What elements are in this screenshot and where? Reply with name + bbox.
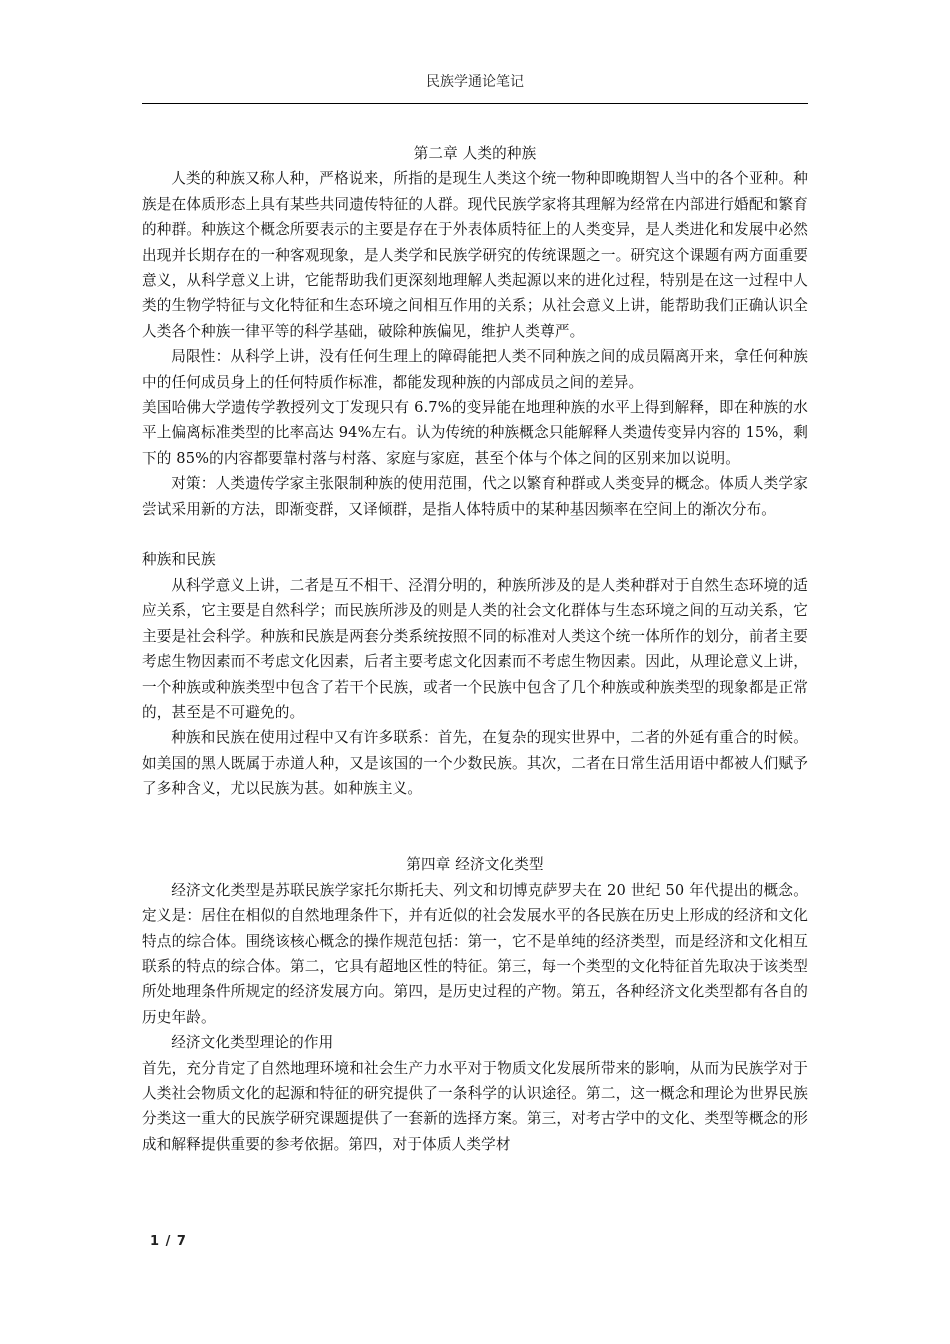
chapter-2-title: 第二章 人类的种族 bbox=[413, 145, 537, 162]
chapter-2-paragraph-limitations: 局限性：从科学上讲，没有任何生理上的障碍能把人类不同种族之间的成员隔离开来，拿任何种族中的任何成员身上的任何特质作标准，都能发现种族的内部成员之间的差异。 bbox=[142, 348, 808, 391]
chapter-2-paragraph-lewontin: 美国哈佛大学遗传学教授列文丁发现只有 6.7%的变异能在地理种族的水平上得到解释，即在种族的水平上偏离标准类型的比率高达 94%左右。认为传统的种族概念只能解释人类遗传变异内容的 15%，剩下的 85%的内容都要靠村落与村落、家庭与家庭，甚至个体与个体之间的区别来加以说明。 bbox=[142, 399, 808, 467]
page-number: 1 / 7 bbox=[150, 1234, 187, 1249]
chapter-4-title: 第四章 经济文化类型 bbox=[406, 856, 544, 874]
race-ethnic-paragraph-1: 从科学意义上讲，二者是互不相干、泾渭分明的，种族所涉及的是人类种群对于自然生态环境的适应关系，它主要是自然科学；而民族所涉及的则是人类的社会文化群体与生态环境之间的互动关系，它主要是社会科学。种族和民族是两套分类系统按照不同的标准对人类这个统一体所作的划分，前者主要考虑生物因素而不考虑文化因素，后者主要考虑文化因素而不考虑生物因素。因此，从理论意义上讲，一个种族或种族类型中包含了若干个民族，或者一个民族中包含了几个种族或种族类型的现象都是正常的，甚至是不可避免的。 bbox=[142, 576, 808, 721]
document-body bbox=[142, 141, 808, 1157]
spacer bbox=[142, 522, 808, 547]
spacer bbox=[142, 802, 808, 853]
chapter-2-paragraph-1: 人类的种族又称人种，严格说来，所指的是现生人类这个统一物种即晚期智人当中的各个亚种。种族是在体质形态上具有某些共同遗传特征的人群。现代民族学家将其理解为经常在内部进行婚配和繁育的种群。种族这个概念所要表示的主要是存在于外表体质特征上的人类变异，是人类进化和发展中必然出现并长期存在的一种客观现象，是人类学和民族学研究的传统课题之一。研究这个课题有两方面重要意义，从科学意义上讲，它能帮助我们更深刻地理解人类起源以来的进化过程，特别是在这一过程中人类的生物学特征与文化特征和生态环境之间相互作用的关系；从社会意义上讲，能帮助我们正确认识全人类各个种族一律平等的科学基础，破除种族偏见，维护人类尊严。 bbox=[142, 170, 808, 340]
chapter-4-subheading: 经济文化类型理论的作用 bbox=[171, 1034, 334, 1052]
chapter-4-paragraph-2: 首先，充分肯定了自然地理环境和社会生产力水平对于物质文化发展所带来的影响，从而为民族学对于人类社会物质文化的起源和特征的研究提供了一条科学的认识途径。第二，这一概念和理论为世界民族分类这一重大的民族学研究课题提供了一套新的选择方案。第三，对考古学中的文化、类型等概念的形成和解释提供重要的参考依据。第四，对于体质人类学材 bbox=[142, 1059, 808, 1153]
header-divider bbox=[142, 103, 808, 104]
chapter-2-paragraph-countermeasures: 对策：人类遗传学家主张限制种族的使用范围，代之以繁育种群或人类变异的概念。体质人类学家尝试采用新的方法，即渐变群，又译倾群，是指人体特质中的某种基因频率在空间上的渐次分布。 bbox=[142, 475, 808, 518]
chapter-4-paragraph-1: 经济文化类型是苏联民族学家托尔斯托夫、列文和切博克萨罗夫在 20 世纪 50 年代提出的概念。定义是：居住在相似的自然地理条件下，并有近似的社会发展水平的各民族在历史上形成的经济和文化特点的综合体。围绕该核心概念的操作规范包括：第一，它不是单纯的经济类型，而是经济和文化相互联系的特点的综合体。第二，它具有超地区性的特征。第三，每一个类型的文化特征首先取决于该类型所处地理条件所规定的经济发展方向。第四，是历史过程的产物。第五，各种经济文化类型都有各自的历史年龄。 bbox=[142, 881, 808, 1026]
race-ethnic-paragraph-2: 种族和民族在使用过程中又有许多联系：首先，在复杂的现实世界中，二者的外延有重合的时候。如美国的黑人既属于赤道人种，又是该国的一个少数民族。其次，二者在日常生活用语中都被人们赋予了多种含义，尤以民族为甚。如种族主义。 bbox=[142, 729, 808, 798]
section-heading-race-and-ethnicity: 种族和民族 bbox=[142, 551, 216, 569]
page-header-title: 民族学通论笔记 bbox=[426, 74, 524, 90]
